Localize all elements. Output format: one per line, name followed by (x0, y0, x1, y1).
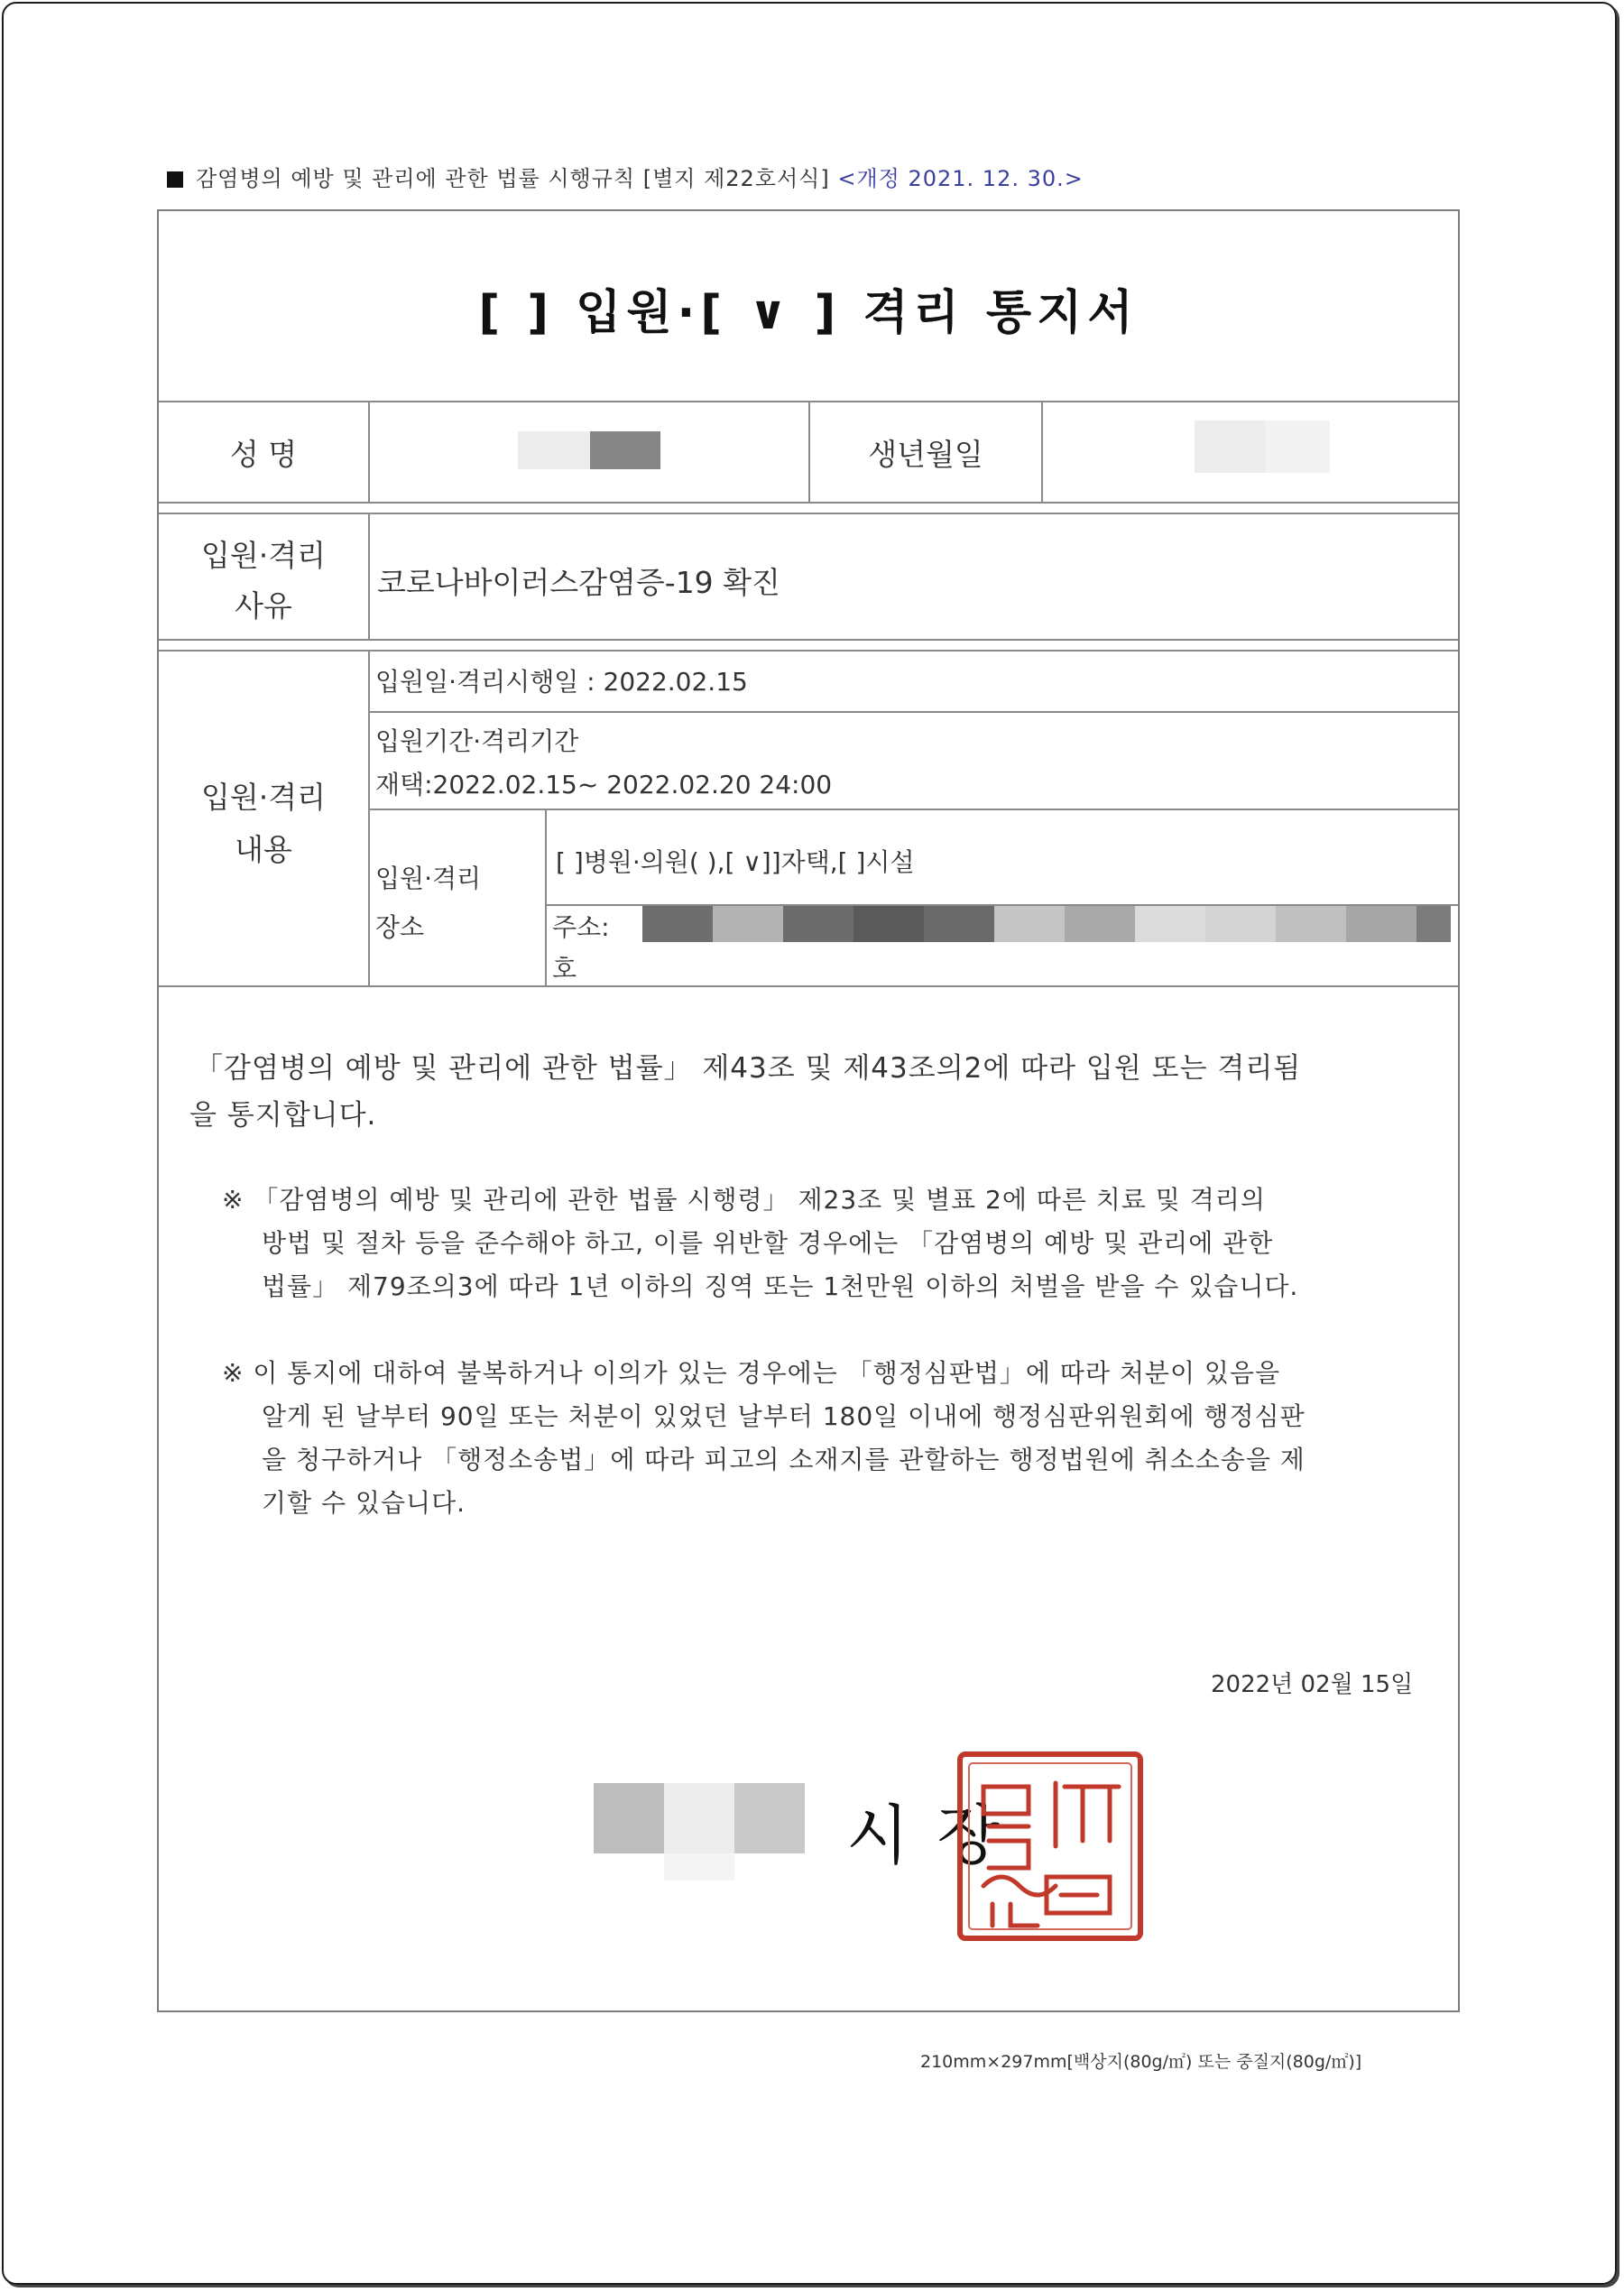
name-redacted (518, 431, 590, 469)
reason-value: 코로나바이러스감염증-19 확진 (377, 565, 780, 600)
issuer-redacted (664, 1783, 734, 1853)
form-reference (167, 161, 1084, 192)
content-label: 입원·격리 (200, 780, 326, 815)
issuer-redacted (594, 1783, 664, 1853)
law-reference: 감염병의 예방 및 관리에 관한 법률 시행규칙 [별지 제22호서식] (196, 166, 830, 191)
note-line: 을 청구하거나 「행정소송법」에 따라 피고의 소재지를 관할하는 행정법원에 취소소송을 제 (262, 1445, 1306, 1474)
content-label: 내용 (235, 832, 292, 867)
note-line: 방법 및 절차 등을 준수해야 하고, 이를 위반할 경우에는 「감염병의 예방 및 관리에 관한 (262, 1228, 1274, 1258)
square-bullet-icon (167, 171, 183, 188)
birth-redacted (1195, 421, 1265, 473)
address-redacted (1135, 906, 1205, 942)
main-notice-line: 을 통지합니다. (189, 1099, 377, 1132)
name-redacted (590, 431, 660, 469)
note-line: ※ 이 통지에 대하여 불복하거나 이의가 있는 경우에는 「행정심판법」에 따라 처분이 있음을 (222, 1358, 1281, 1388)
note-line: 법률」 제79조의3에 따라 1년 이하의 징역 또는 1천만원 이하의 처벌을 받을 수 있습니다. (262, 1271, 1299, 1301)
address-redacted (783, 906, 854, 942)
period-label: 입원기간·격리기간 (375, 726, 579, 756)
issuer-redacted (664, 1853, 734, 1881)
address-redacted (994, 906, 1065, 942)
place-options: [ ]병원·의원( ),[ ∨]]자택,[ ]시설 (556, 847, 915, 877)
birth-redacted (1265, 421, 1330, 473)
notice-form (157, 209, 1460, 2012)
address-redacted (854, 906, 924, 942)
note-line: ※ 「감염병의 예방 및 관리에 관한 법률 시행령」 제23조 및 별표 2에 따른 치료 및 격리의 (222, 1185, 1266, 1215)
issuer-title: 시 장 (846, 1798, 1003, 1873)
address-suffix: 호 (552, 954, 577, 984)
address-redacted (1346, 906, 1416, 942)
address-redacted (1065, 906, 1135, 942)
start-date: 입원일·격리시행일 : 2022.02.15 (375, 667, 748, 697)
place-label: 입원·격리 (375, 864, 482, 893)
period-value: 재택:2022.02.15~ 2022.02.20 24:00 (375, 770, 833, 799)
address-redacted (713, 906, 783, 942)
name-label: 성 명 (229, 437, 298, 472)
form-title: [ ] 입원·[ ∨ ] 격리 통지서 (478, 286, 1139, 340)
note-line: 기할 수 있습니다. (262, 1488, 466, 1518)
address-redacted (1416, 906, 1451, 942)
place-label: 장소 (375, 912, 425, 942)
paper-spec: 210mm×297mm[백상지(80g/㎡) 또는 중질지(80g/㎡)] (920, 2052, 1362, 2072)
address-label: 주소: (552, 912, 610, 942)
birth-label: 생년월일 (868, 437, 983, 472)
address-redacted (1276, 906, 1346, 942)
reason-label: 입원·격리 (200, 538, 326, 573)
main-notice-line: 「감염병의 예방 및 관리에 관한 법률」 제43조 및 제43조의2에 따라 입원 또는 격리됨 (195, 1052, 1302, 1085)
official-seal-icon (956, 1751, 1144, 1942)
reason-label: 사유 (235, 588, 292, 624)
address-redacted (924, 906, 994, 942)
issue-date: 2022년 02월 15일 (1211, 1671, 1414, 1698)
revision-date: <개정 2021. 12. 30.> (837, 166, 1084, 191)
issuer-redacted (734, 1783, 805, 1853)
address-redacted (1205, 906, 1276, 942)
address-redacted (642, 906, 713, 942)
note-line: 알게 된 날부터 90일 또는 처분이 있었던 날부터 180일 이내에 행정심판위원회에 행정심판 (262, 1401, 1306, 1431)
